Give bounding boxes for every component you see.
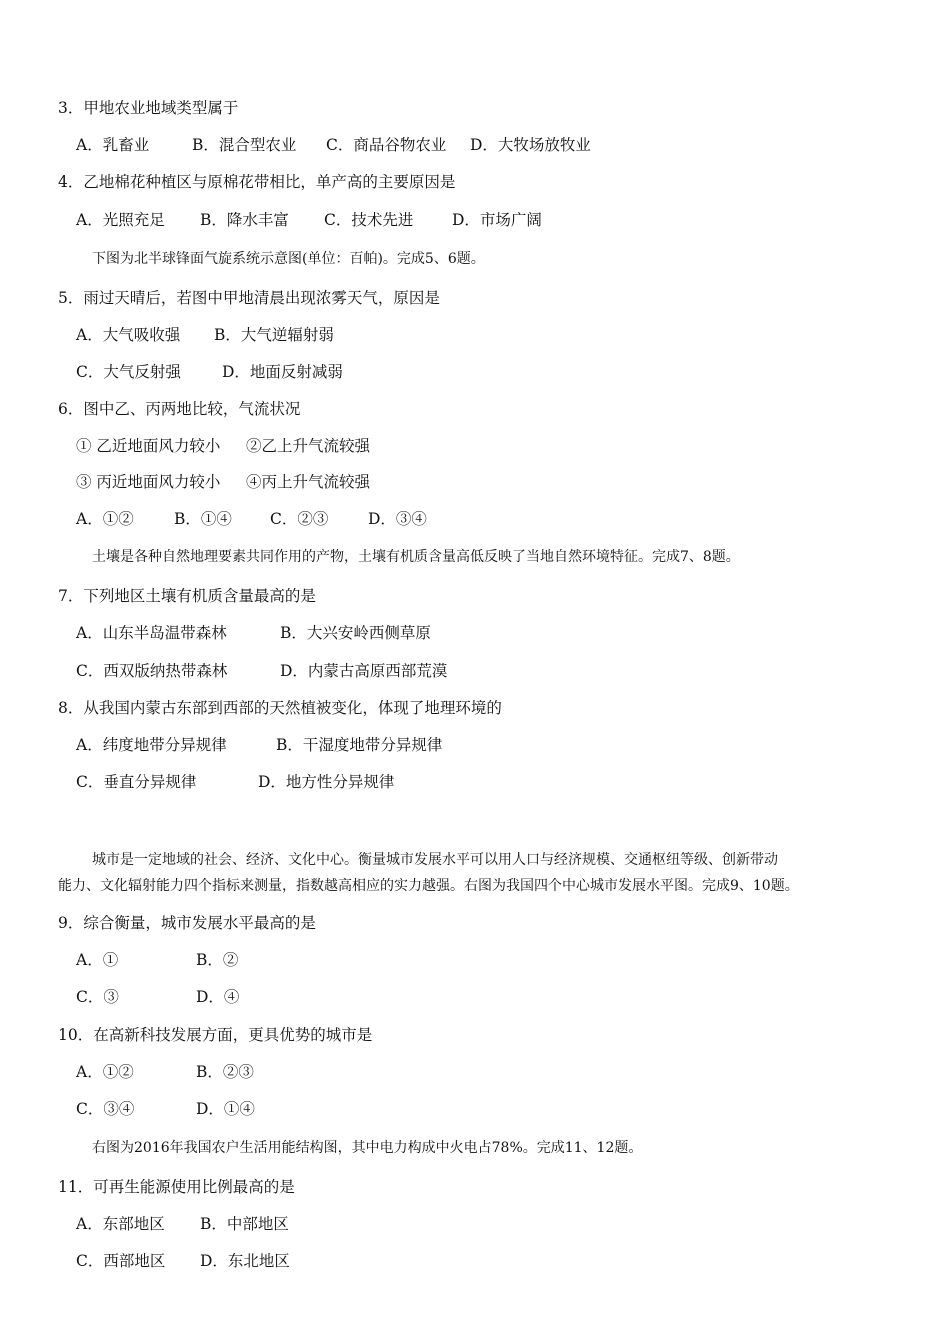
option-d: D．内蒙古高原西部荒漠	[280, 662, 448, 680]
question-5-options-row2	[76, 362, 343, 382]
question-7-stem: 7．下列地区土壤有机质含量最高的是	[58, 587, 316, 605]
question-5-options-row1	[76, 325, 334, 345]
option-d: D．东北地区	[200, 1252, 290, 1270]
intro-9-10-line1: 城市是一定地域的社会、经济、文化中心。衡量城市发展水平可以用人口与经济规模、交通枢纽等级、创新带动	[92, 852, 778, 868]
option-c: C．技术先进	[324, 211, 414, 229]
option-a: A．纬度地带分异规律	[76, 736, 227, 754]
option-c: C．③	[76, 988, 119, 1006]
option-c: C．垂直分异规律	[76, 773, 197, 791]
intro-11-12: 右图为2016年我国农户生活用能结构图，其中电力构成中火电占78%。完成11、12题。	[92, 1140, 643, 1156]
intro-7-8: 土壤是各种自然地理要素共同作用的产物，土壤有机质含量高低反映了当地自然环境特征。完成7、8题。	[92, 549, 740, 565]
question-10-stem: 10．在高新科技发展方面，更具优势的城市是	[58, 1026, 373, 1044]
option-d: D．①④	[196, 1100, 255, 1118]
question-5-stem: 5．雨过天晴后，若图中甲地清晨出现浓雾天气，原因是	[58, 289, 440, 307]
question-8-options-row1	[76, 735, 442, 755]
option-b: B．混合型农业	[192, 136, 297, 154]
option-a: A．光照充足	[76, 211, 165, 229]
option-a: A．山东半岛温带森林	[76, 624, 227, 642]
question-6-statements-row1	[76, 436, 370, 456]
option-a: A．东部地区	[76, 1215, 165, 1233]
question-9-options-row1	[76, 950, 238, 970]
option-a: A．乳畜业	[76, 136, 150, 154]
question-3-stem: 3．甲地农业地域类型属于	[58, 99, 239, 117]
question-4-options	[76, 210, 542, 230]
option-d: D．③④	[368, 510, 427, 528]
question-7-options-row1	[76, 623, 431, 643]
statement-3: ③ 丙近地面风力较小	[76, 473, 221, 491]
question-10-options-row1	[76, 1062, 254, 1082]
question-6-options	[76, 509, 427, 529]
question-6-stem: 6．图中乙、丙两地比较，气流状况	[58, 400, 301, 418]
option-c: C．③④	[76, 1100, 135, 1118]
option-d: D．④	[196, 988, 240, 1006]
question-3-options	[76, 135, 591, 155]
question-8-options-row2	[76, 772, 394, 792]
option-d: D．市场广阔	[452, 211, 542, 229]
option-c: C．西双版纳热带森林	[76, 662, 228, 680]
intro-5-6: 下图为北半球锋面气旋系统示意图(单位：百帕)。完成5、6题。	[92, 251, 485, 267]
option-c: C．商品谷物农业	[326, 136, 447, 154]
option-b: B．②③	[196, 1063, 254, 1081]
option-a: A．大气吸收强	[76, 326, 181, 344]
option-c: C．西部地区	[76, 1252, 166, 1270]
intro-9-10-line2: 能力、文化辐射能力四个指标来测量，指数越高相应的实力越强。右图为我国四个中心城市发展水平图。完成9、10题。	[58, 878, 799, 894]
option-c: C．②③	[270, 510, 329, 528]
option-b: B．①④	[174, 510, 232, 528]
option-d: D．地方性分异规律	[258, 773, 395, 791]
question-10-options-row2	[76, 1099, 255, 1119]
question-4-stem: 4．乙地棉花种植区与原棉花带相比，单产高的主要原因是	[58, 173, 456, 191]
option-b: B．大兴安岭西侧草原	[280, 624, 431, 642]
option-a: A．①②	[76, 1063, 134, 1081]
question-9-options-row2	[76, 987, 239, 1007]
option-b: B．降水丰富	[200, 211, 289, 229]
question-6-statements-row2	[76, 472, 370, 492]
option-a: A．①	[76, 951, 119, 969]
statement-2: ②乙上升气流较强	[246, 437, 371, 455]
question-7-options-row2	[76, 661, 447, 681]
option-c: C．大气反射强	[76, 363, 181, 381]
option-b: B．干湿度地带分异规律	[276, 736, 443, 754]
option-a: A．①②	[76, 510, 134, 528]
question-9-stem: 9．综合衡量，城市发展水平最高的是	[58, 914, 316, 932]
option-d: D．地面反射减弱	[222, 363, 343, 381]
question-11-options-row2	[76, 1251, 290, 1271]
statement-1: ① 乙近地面风力较小	[76, 437, 221, 455]
statement-4: ④丙上升气流较强	[246, 473, 371, 491]
option-d: D．大牧场放牧业	[470, 136, 591, 154]
option-b: B．②	[196, 951, 239, 969]
question-11-options-row1	[76, 1214, 289, 1234]
option-b: B．大气逆辐射弱	[214, 326, 334, 344]
question-11-stem: 11．可再生能源使用比例最高的是	[58, 1178, 295, 1196]
question-8-stem: 8．从我国内蒙古东部到西部的天然植被变化，体现了地理环境的	[58, 699, 502, 717]
option-b: B．中部地区	[200, 1215, 289, 1233]
